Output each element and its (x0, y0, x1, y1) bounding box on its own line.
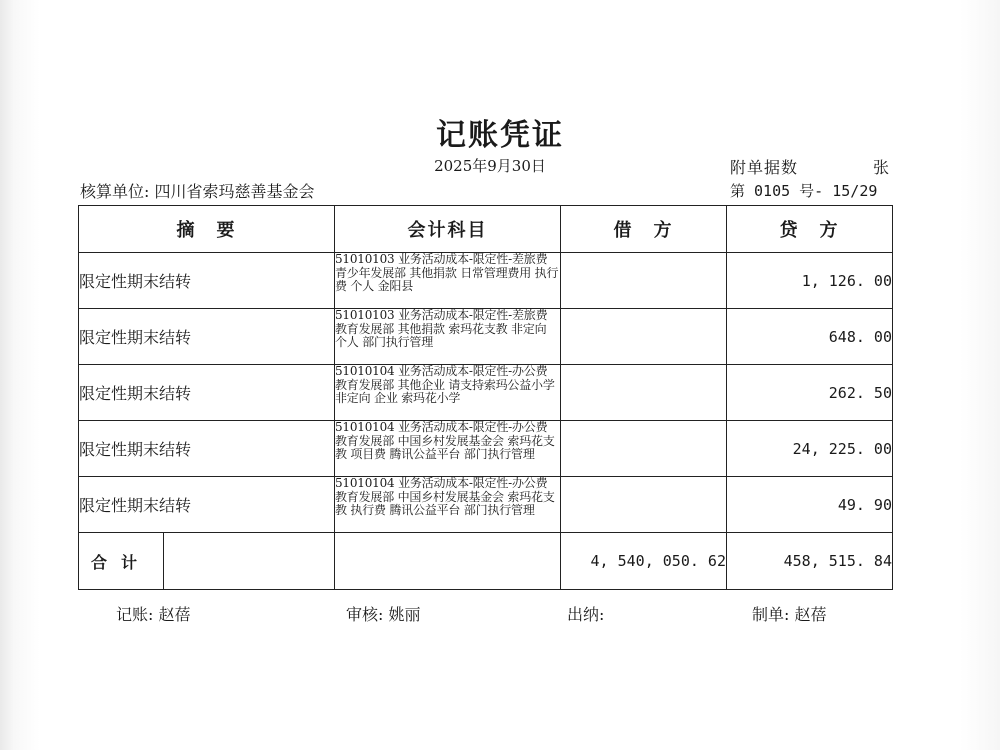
credit-cell: 648. 00 (727, 309, 893, 365)
bookkeeper: 记账: 赵蓓 (116, 605, 191, 624)
attachments-unit: 张 (873, 158, 890, 177)
total-row (79, 533, 893, 590)
preparer: 制单: 赵蓓 (752, 605, 827, 624)
header-summary: 摘 要 (79, 206, 335, 253)
debit-cell (561, 309, 727, 365)
summary-cell: 限定性期末结转 (79, 309, 335, 365)
summary-cell: 限定性期末结转 (79, 253, 335, 309)
account-cell: 51010103 业务活动成本-限定性-差旅费 青少年发展部 其他捐款 日常管理费用 执行费 个人 金阳县 (335, 253, 561, 309)
table-header-row (79, 206, 893, 253)
cashier: 出纳: (567, 605, 605, 624)
total-blank (164, 533, 334, 589)
credit-cell: 24, 225. 00 (727, 421, 893, 477)
account-cell: 51010104 业务活动成本-限定性-办公费 教育发展部 其他企业 请支持索玛公益小学 非定向 企业 索玛花小学 (335, 365, 561, 421)
voucher-date: 2025年9月30日 (434, 157, 546, 175)
total-debit: 4, 540, 050. 62 (561, 533, 727, 590)
voucher-number: 第 0105 号- 15/29 (730, 182, 878, 200)
summary-cell: 限定性期末结转 (79, 365, 335, 421)
unit-name: 四川省索玛慈善基金会 (154, 182, 315, 201)
voucher-title: 记账凭证 (436, 118, 564, 153)
header-credit: 贷 方 (727, 206, 893, 253)
debit-cell (561, 365, 727, 421)
debit-cell (561, 477, 727, 533)
debit-cell (561, 253, 727, 309)
table-row (79, 253, 893, 309)
voucher-table (78, 205, 893, 590)
table-row (79, 477, 893, 533)
header-account: 会计科目 (335, 206, 561, 253)
total-credit: 458, 515. 84 (727, 533, 893, 590)
reviewer: 审核: 姚丽 (346, 605, 421, 624)
table-row (79, 365, 893, 421)
total-account-cell (335, 533, 561, 590)
table-row (79, 309, 893, 365)
unit-label: 核算单位: (80, 182, 150, 201)
account-cell: 51010103 业务活动成本-限定性-差旅费 教育发展部 其他捐款 索玛花支教 非定向 个人 部门执行管理 (335, 309, 561, 365)
credit-cell: 49. 90 (727, 477, 893, 533)
total-label-cell (79, 533, 335, 590)
total-label: 合计 (79, 533, 164, 589)
attachments-label: 附单据数 (730, 158, 799, 177)
credit-cell: 1, 126. 00 (727, 253, 893, 309)
summary-cell: 限定性期末结转 (79, 421, 335, 477)
credit-cell: 262. 50 (727, 365, 893, 421)
account-cell: 51010104 业务活动成本-限定性-办公费 教育发展部 中国乡村发展基金会 索玛花支教 执行费 腾讯公益平台 部门执行管理 (335, 477, 561, 533)
account-cell: 51010104 业务活动成本-限定性-办公费 教育发展部 中国乡村发展基金会 索玛花支教 项目费 腾讯公益平台 部门执行管理 (335, 421, 561, 477)
header-debit: 借 方 (561, 206, 727, 253)
table-row (79, 421, 893, 477)
debit-cell (561, 421, 727, 477)
summary-cell: 限定性期末结转 (79, 477, 335, 533)
accounting-unit (80, 179, 315, 202)
